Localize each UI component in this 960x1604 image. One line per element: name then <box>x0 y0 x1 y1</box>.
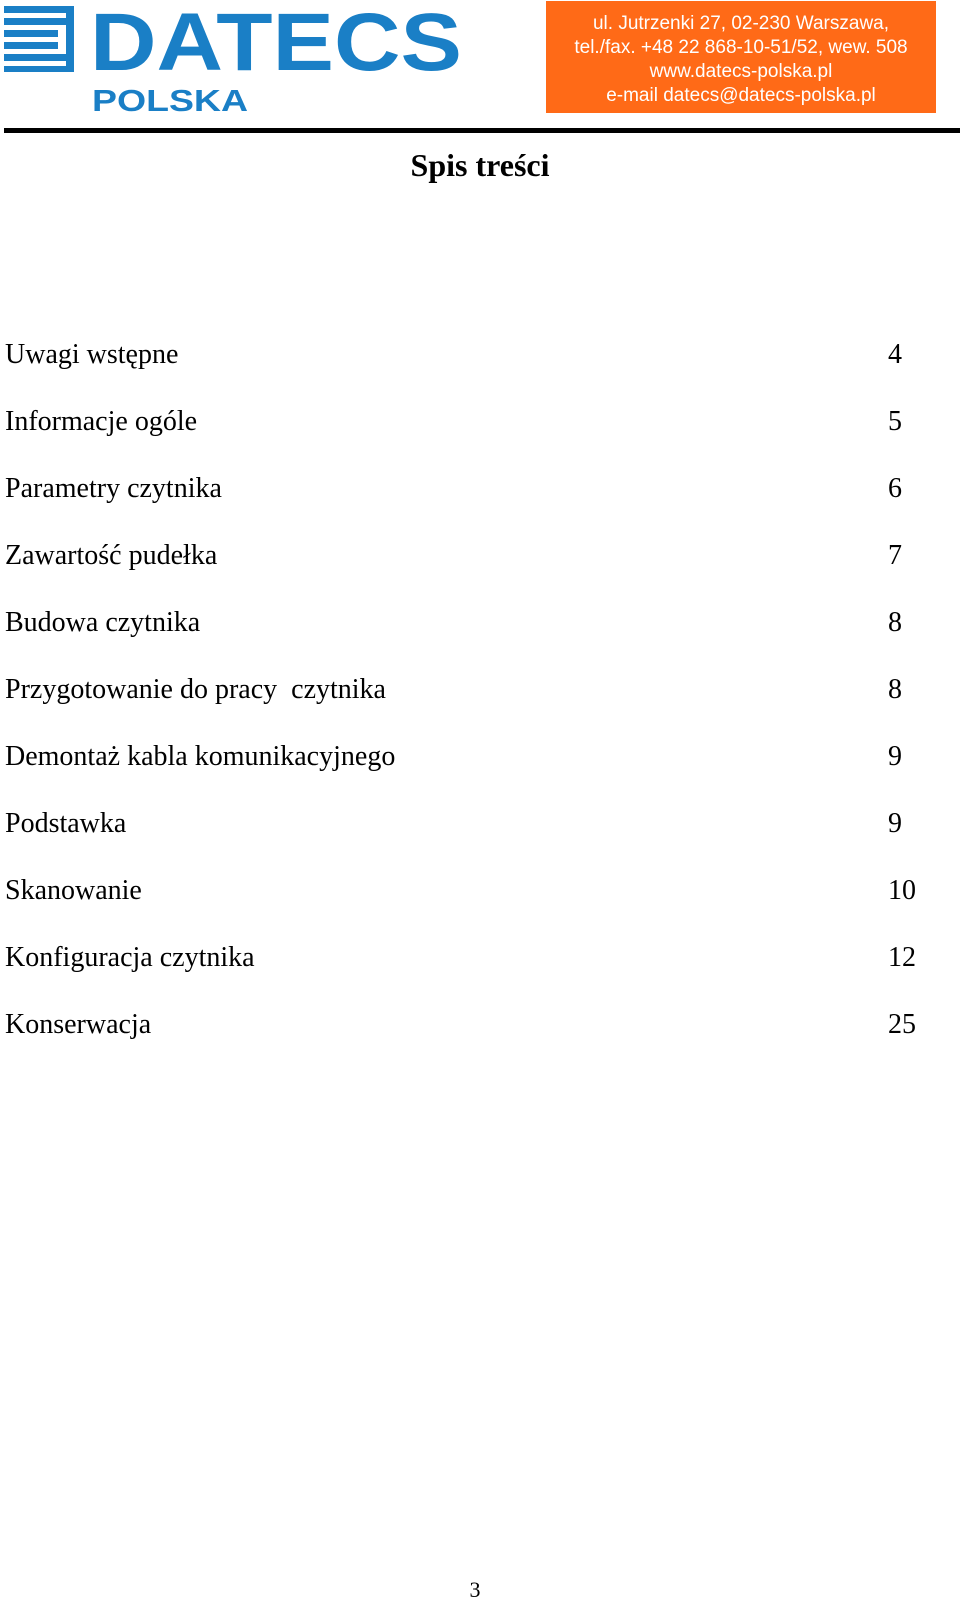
contact-box <box>546 1 936 113</box>
toc-entry-label: Konfiguracja czytnika <box>5 942 255 973</box>
toc-entry-label: Budowa czytnika <box>5 607 201 638</box>
page-number: 3 <box>469 1577 481 1602</box>
toc-entry-page: 9 <box>888 808 902 839</box>
toc-entry-page: 9 <box>888 741 902 772</box>
toc-entry-label: Informacje ogóle <box>5 406 198 437</box>
toc-entry[interactable] <box>5 536 935 603</box>
toc-entry-page: 12 <box>888 942 916 973</box>
toc-entry-page: 10 <box>888 875 916 906</box>
toc-entry-page: 8 <box>888 674 902 705</box>
page-header <box>0 0 960 136</box>
contact-email[interactable]: e-mail datecs@datecs-polska.pl <box>606 85 876 106</box>
toc-entry[interactable] <box>5 804 935 871</box>
toc-entry-page: 6 <box>888 473 902 504</box>
toc-entry-label: Konserwacja <box>5 1009 152 1040</box>
contact-address: ul. Jutrzenki 27, 02-230 Warszawa, <box>592 13 890 34</box>
toc-entry-label: Uwagi wstępne <box>5 339 179 370</box>
table-of-contents <box>5 335 935 1072</box>
toc-entry-page: 5 <box>888 406 902 437</box>
toc-entry[interactable] <box>5 402 935 469</box>
toc-entry[interactable] <box>5 1005 935 1072</box>
datecs-logo <box>4 2 474 118</box>
toc-entry-label: Przygotowanie do pracy czytnika <box>5 674 386 705</box>
page-title: Spis treści <box>410 147 550 183</box>
toc-entry[interactable] <box>5 469 935 536</box>
toc-entry[interactable] <box>5 871 935 938</box>
header-divider <box>4 128 960 133</box>
toc-entry-page: 4 <box>888 339 902 370</box>
toc-entry-label: Podstawka <box>5 808 127 839</box>
toc-entry[interactable] <box>5 335 935 402</box>
toc-entry[interactable] <box>5 670 935 737</box>
contact-website[interactable]: www.datecs-polska.pl <box>649 61 833 82</box>
logo-sub-text: POLSKA <box>92 83 248 118</box>
logo-brand-text: DATECS <box>90 2 462 88</box>
toc-entry-label: Demontaż kabla komunikacyjnego <box>5 741 396 772</box>
toc-entry-page: 25 <box>888 1009 916 1040</box>
toc-entry-page: 7 <box>888 540 902 571</box>
datecs-stripes-logo-icon <box>4 6 74 72</box>
contact-phone: tel./fax. +48 22 868-10-51/52, wew. 508 <box>574 37 908 58</box>
toc-entry[interactable] <box>5 938 935 1005</box>
toc-entry-label: Zawartość pudełka <box>5 540 218 571</box>
toc-entry[interactable] <box>5 603 935 670</box>
toc-entry-page: 8 <box>888 607 902 638</box>
toc-entry-label: Parametry czytnika <box>5 473 222 504</box>
toc-entry-label: Skanowanie <box>5 875 142 906</box>
toc-entry[interactable] <box>5 737 935 804</box>
